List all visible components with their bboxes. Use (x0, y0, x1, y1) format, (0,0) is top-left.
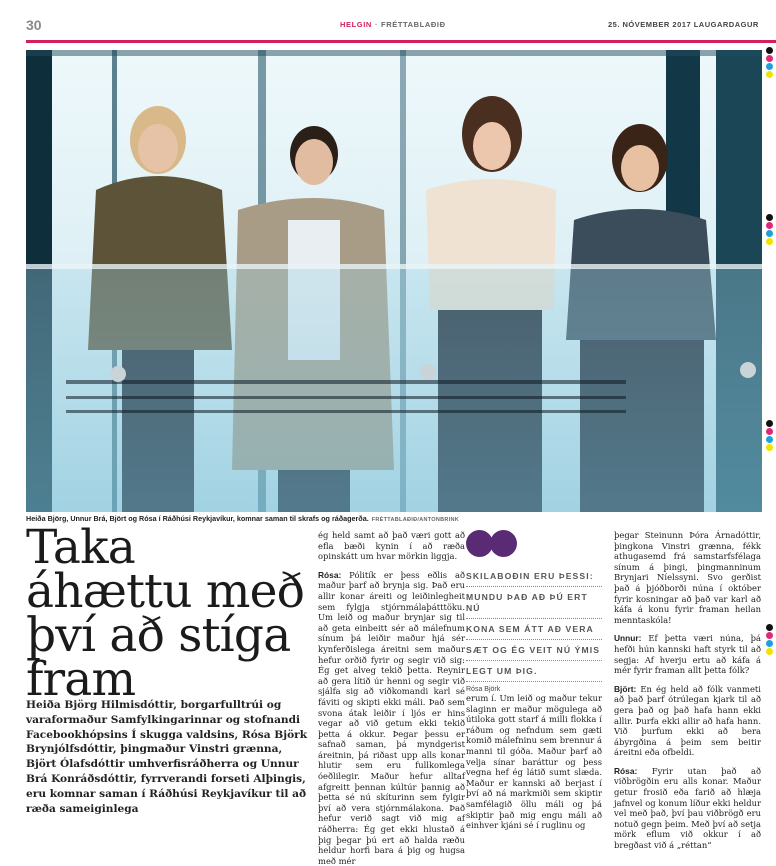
speaker-label: Rósa: (318, 569, 342, 580)
quote-mark-icon (466, 530, 602, 564)
paragraph: Björt: En ég held að fólk vanmeti að það þarf ótrúlegan kjark til að gera það og það hafa hann ekki allir. Þurfa ekki allir að hafa hann. Við þurfum ekki að bera ábyrgðina á þeim sem beitir áreitni eða ofbeldi. (614, 683, 761, 758)
issue-date: 25. NÓVEMBER 2017 LAUGARDAGUR (608, 20, 759, 29)
color-registration-marks (764, 624, 776, 656)
article-column-3 (614, 530, 761, 851)
color-registration-marks (764, 214, 776, 246)
paragraph: Unnur: Ef þetta væri núna, þá hefði hún kannski haft styrk til að segja: Af hverju ertu að káfa á mér fyrir framan allt þetta fólk? (614, 633, 761, 676)
header-rule (26, 40, 776, 43)
pull-quote (466, 530, 602, 693)
article-lead: Heiða Björg Hilmisdóttir, borgarfulltrúi og varaformaður Samfylkingarinnar og stofnandi Facebookhópsins Í skugga valdsins, Rósa Björk Brynjólfsdóttir, þingmaður Vinstri grænna, Björt Ólafsdóttir umhverfisráðherra og Unnur Brá Konráðsdóttir, fyrrverandi forseti Alþingis, eru komnar saman í Ráðhúsi Reykjavíkur til að ræða sameiginlega (26, 699, 308, 815)
quote-text: SKILABOÐIN ERU ÞESSI: MUNDU ÞAÐ AÐ ÞÚ ERT NÚ KONA SEM ÁTT AÐ VERA SÆT OG ÉG VEIT NÚ ÝMIS LEGT UM ÞIG. (466, 566, 602, 682)
publication-name: FRÉTTABLAÐIÐ (381, 20, 446, 29)
paragraph: erum í. Um leið og maður tekur slaginn er maður mögulega að útiloka gott starf á milli flokka í ráðum og nefndum sem gæti komið málefninu sem brennur á manni til góða. Maður þarf að velja sínar baráttur og þess vegna hef ég látið sumt slæda. Maður er kannski að berjast í því að ná markmiði sem skiptir samfélagið öllu máli og þá skiptir það mig engu máli að einhver kjáni sé í ruglinu og (466, 693, 602, 831)
article-column-1 (318, 530, 465, 866)
speaker-label: Björt: (614, 683, 637, 694)
caption-text: Heiða Björg, Unnur Brá, Björt og Rósa í Ráðhúsi Reykjavíkur, komnar saman til skrafs og ráðagerða. (26, 514, 369, 523)
paragraph: Rósa: Pólitík er þess eðlis að maður þarf að brynja sig. Það eru allir konar áreiti og leiðinlegheit sem fylgja stjórnmálaþátttöku. Um leið og maður brynjar sig til að geta einbeitt sér að málefnum sínum þá leiðir maður hjá sér kynferðislega áreitni sem maður hefur orðið fyrir og segir við sig: Ég get alveg tekið þetta. Reynir að gera lítið úr henni og segir við sjálfa sig að viðkomandi karl sé fáviti og skipti ekki máli. Það sem svona átak leiðir í ljós er hins vegar að við getum ekki tekið þetta á okkur. Þegar þessu er safnað saman, þá myndgerist áreitnin, þá riðast upp alls konar hlutir sem eru fullkomlega óeðlilegir. Maður hefur alltaf afgreitt þennan kúltúr þannig að þetta sé nú skíturinn sem fylgir því að vera stjórnmálakona. Það hefur verið sagt við mig af ráðherra: Ég get ekki hlustað á þig þegar þú ert að halda ræðu heldur horfi bara á þig og hugsa með mér (318, 569, 465, 866)
feature-photo (26, 50, 762, 512)
section-label: HELGIN · FRÉTTABLAÐIÐ (340, 20, 446, 29)
article-title: Taka áhættu með því að stíga fram (26, 520, 305, 707)
quote-attribution: Rósa Björk (466, 686, 501, 693)
speaker-label: Rósa: (614, 765, 638, 776)
article-column-2 (466, 693, 602, 831)
paragraph: ég held samt að það væri gott að efla bæði kynin í að ræða opinskátt um hvar mörkin liggja. (318, 530, 465, 562)
photo-credit: FRÉTTABLAÐIÐ/ANTONBRINK (371, 517, 460, 523)
paragraph: Rósa: Fyrir utan það að viðbrögðin eru alls konar. Maður getur frosið eða farið að hlæja jafnvel og konum líður ekki heldur vel með það, því þau viðbrögð eru notuð gegn þeim. Með því að setja mörk eflum við okkur í að bregðast við á „réttan“ (614, 765, 761, 851)
speaker-label: Unnur: (614, 633, 642, 644)
color-registration-marks (764, 47, 776, 79)
section-name: HELGIN (340, 20, 372, 29)
photo-caption (26, 514, 762, 523)
color-registration-marks (764, 420, 776, 452)
paragraph: þegar Steinunn Þóra Árnadóttir, þingkona Vinstri grænna, fékk athugasemd frá samstarfsfélaga sínum á þingi, þingmanninum Brynjari Níelssyni. Svo gerðist það á þjóðborði núna í október fyrir kosningar að það var karl að káfa á konu fyrir framan heilan menntaskóla! (614, 530, 761, 625)
page-number: 30 (26, 17, 42, 33)
page-header (0, 0, 776, 46)
photo-illustration (26, 50, 762, 512)
